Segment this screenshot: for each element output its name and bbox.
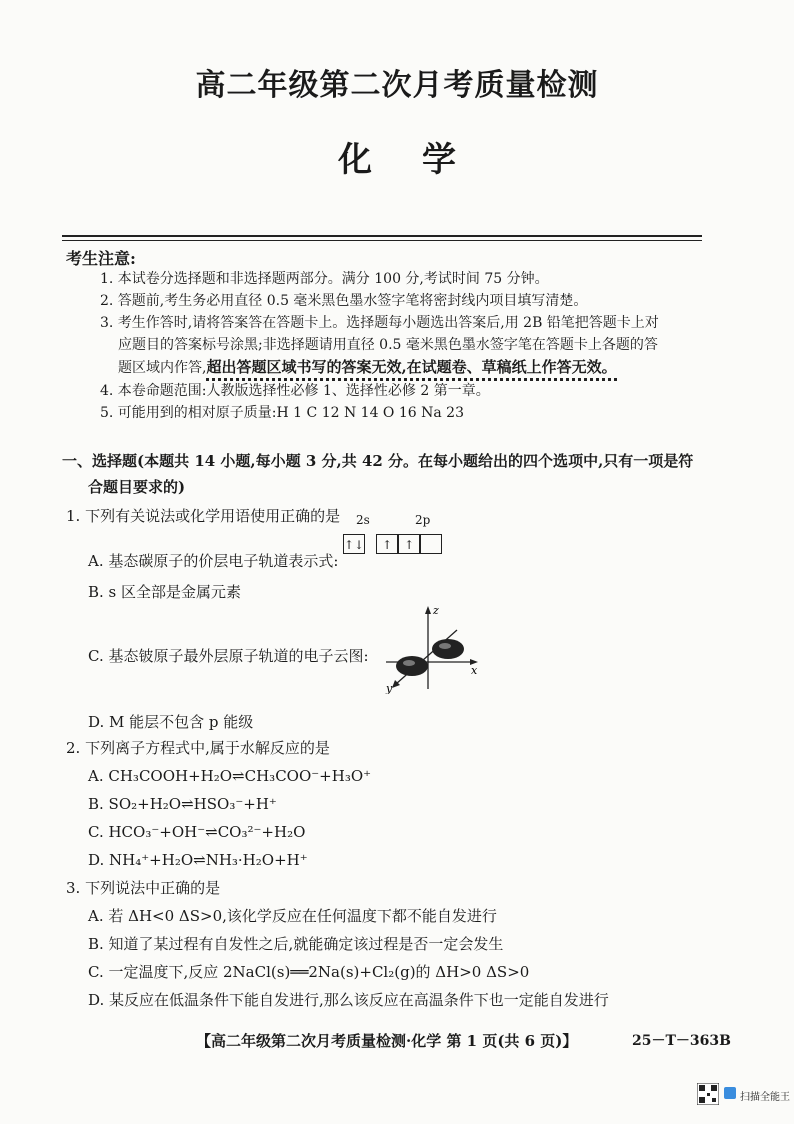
notice-emphasis: 超出答题区域书写的答案无效,在试题卷、草稿纸上作答无效。 <box>206 358 616 381</box>
orbital-lobe <box>432 639 464 659</box>
orbital-box <box>420 534 442 554</box>
axis-label-y: y <box>386 682 393 694</box>
axis-label-x: x <box>471 664 478 677</box>
option-d: D. NH₄⁺+H₂O⇌NH₃·H₂O+H⁺ <box>88 851 308 869</box>
section-heading: 一、选择题(本题共 14 小题,每小题 3 分,共 42 分。在每小题给出的四个选项中,只有一项是符 <box>62 452 694 470</box>
notice-item: 5. 可能用到的相对原子质量:H 1 C 12 N 14 O 16 Na 23 <box>100 405 464 421</box>
page-footer: 【高二年级第二次月考质量检测·化学 第 1 页(共 6 页)】 <box>196 1032 578 1050</box>
scanner-watermark: 扫描全能王 <box>740 1092 790 1103</box>
electron-cloud-diagram <box>382 604 482 694</box>
notice-heading: 考生注意: <box>66 249 136 268</box>
option-d: D. M 能层不包含 p 能级 <box>88 713 254 731</box>
option-b: B. SO₂+H₂O⇌HSO₃⁻+H⁺ <box>88 795 277 813</box>
option-a: A. 若 ΔH<0 ΔS>0,该化学反应在任何温度下都不能自发进行 <box>88 907 497 925</box>
section-heading: 合题目要求的) <box>88 478 186 496</box>
page-title: 高二年级第二次月考质量检测 <box>195 68 599 103</box>
option-b: B. 知道了某过程有自发性之后,就能确定该过程是否一定会发生 <box>88 935 504 953</box>
notice-item: 应题目的答案标号涂黑;非选择题请用直径 0.5 毫米黑色墨水签字笔在答题卡上各题的答 <box>118 337 658 353</box>
question-stem: 2. 下列离子方程式中,属于水解反应的是 <box>66 739 330 757</box>
orbital-label: 2p <box>415 513 431 527</box>
orbital-box: ↑ <box>376 534 398 554</box>
notice-item: 1. 本试卷分选择题和非选择题两部分。满分 100 分,考试时间 75 分钟。 <box>100 271 549 287</box>
option-b: B. s 区全部是金属元素 <box>88 583 242 601</box>
option-d: D. 某反应在低温条件下能自发进行,那么该反应在高温条件下也一定能自发进行 <box>88 991 609 1009</box>
orbital-box: ↑↓ <box>343 534 365 554</box>
lobe-highlight <box>403 660 415 666</box>
orbital-diagram <box>343 513 442 554</box>
subject-title: 化学 <box>338 140 506 180</box>
question-stem: 3. 下列说法中正确的是 <box>66 879 221 897</box>
orbital-label: 2s <box>356 513 370 527</box>
option-c: C. HCO₃⁻+OH⁻⇌CO₃²⁻+H₂O <box>88 823 306 841</box>
qr-code-icon <box>697 1083 719 1105</box>
lobe-highlight <box>439 643 451 649</box>
notice-item-text: 题区域内作答, <box>118 360 207 376</box>
exam-code: 25－T－363B <box>632 1033 731 1049</box>
orbital-box: ↑ <box>398 534 420 554</box>
notice-item: 3. 考生作答时,请将答案答在答题卡上。选择题每小题选出答案后,用 2B 铅笔把答题卡上对 <box>100 315 659 331</box>
question-stem: 1. 下列有关说法或化学用语使用正确的是 <box>66 507 341 525</box>
notice-item: 2. 答题前,考生务必用直径 0.5 毫米黑色墨水签字笔将密封线内项目填写清楚。 <box>100 293 588 309</box>
notice-item <box>118 356 617 379</box>
scanner-logo-icon <box>724 1087 736 1099</box>
axis-label-z: z <box>433 604 439 617</box>
option-a: A. CH₃COOH+H₂O⇌CH₃COO⁻+H₃O⁺ <box>88 767 372 785</box>
option-a: A. 基态碳原子的价层电子轨道表示式: <box>88 552 339 570</box>
notice-item: 4. 本卷命题范围:人教版选择性必修 1、选择性必修 2 第一章。 <box>100 383 490 399</box>
z-arrow-icon <box>425 606 431 614</box>
divider <box>62 240 702 241</box>
orbital-lobe <box>396 656 428 676</box>
option-c: C. 一定温度下,反应 2NaCl(s)══2Na(s)+Cl₂(g)的 ΔH>0 ΔS>0 <box>88 963 530 981</box>
option-c: C. 基态铍原子最外层原子轨道的电子云图: <box>88 647 369 665</box>
divider <box>62 235 702 237</box>
